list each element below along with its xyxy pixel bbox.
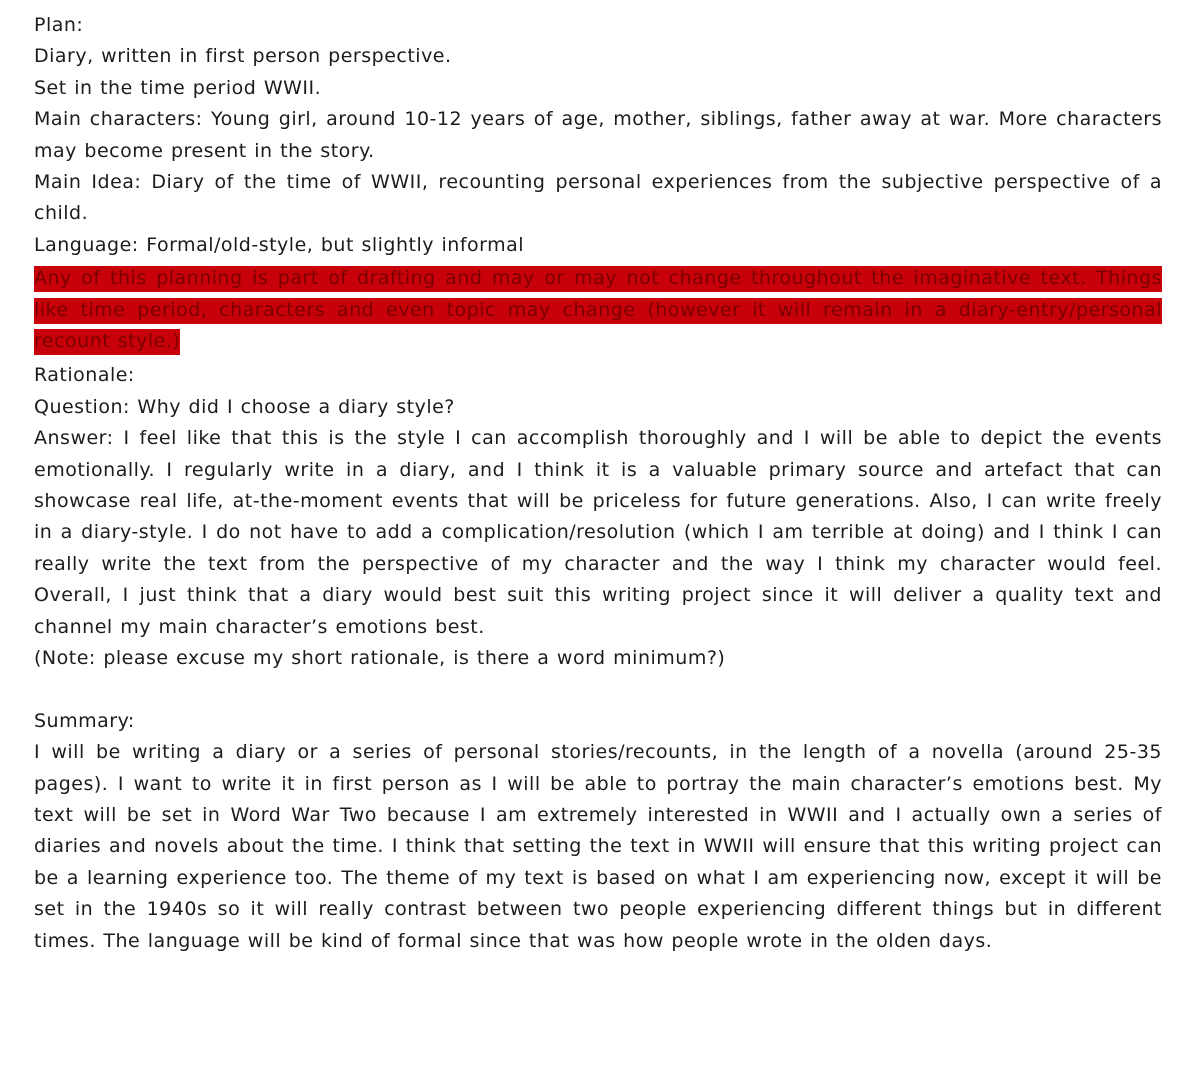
summary-body: I will be writing a diary or a series of personal stories/recounts, in the length of a novella (around 25-35 pages). I want to write it in first person as I will be able to portray the main character’s emotions best. My text will be set in Word War Two because I am extremely interested in WWII and I actually own a series of diaries and novels about the time. I think that setting the text in WWII will ensure that this writing project can be a learning experience too. The theme of my text is based on what I am experiencing now, except it will be set in the 1940s so it will really contrast between two people experiencing different things but in different times. The language will be kind of formal since that was how people wrote in the olden days. — [34, 741, 1162, 952]
plan-heading: Plan: — [34, 14, 84, 36]
highlighted-note-block — [34, 263, 1162, 357]
summary-heading: Summary: — [34, 709, 135, 732]
plan-main-idea: Main Idea: Diary of the time of WWII, recounting personal experiences from the subjective perspective of a child. — [34, 170, 1162, 225]
plan-setting: Set in the time period WWII. — [34, 76, 322, 99]
rationale-answer: Answer: I feel like that this is the style I can accomplish thoroughly and I will be able to depict the events emotionally. I regularly write in a diary, and I think it is a valuable primary source and artefact that can showcase real life, at-the-moment events that will be priceless for future generations. Also, I can write freely in a diary-style. I do not have to add a complication/resolution (which I am terrible at doing) and I think I can really write the text from the perspective of my character and the way I think my character would feel. Overall, I just think that a diary would best suit this writing project since it will deliver a quality text and channel my main character’s emotions best. — [34, 427, 1162, 638]
rationale-note: (Note: please excuse my short rationale, is there a word minimum?) — [34, 647, 726, 670]
plan-characters: Main characters: Young girl, around 10-12 years of age, mother, siblings, father away at war. More characters may become present in the story. — [34, 108, 1162, 162]
plan-language: Language: Formal/old-style, but slightly informal — [34, 233, 525, 256]
rationale-heading: Rationale: — [34, 364, 135, 387]
document-page — [34, 10, 1162, 957]
highlighted-note-text: Any of this planning is part of drafting and may or may not change throughout the imaginative text. Things like time period, characters and even topic may change (however it will remain in a diary-entry/personal recount style.) — [34, 266, 1162, 355]
highlighted-note — [34, 263, 1162, 357]
plan-format: Diary, written in first person perspective. — [34, 45, 452, 68]
rationale-question: Question: Why did I choose a diary style? — [34, 395, 455, 418]
spacer — [34, 674, 1162, 705]
